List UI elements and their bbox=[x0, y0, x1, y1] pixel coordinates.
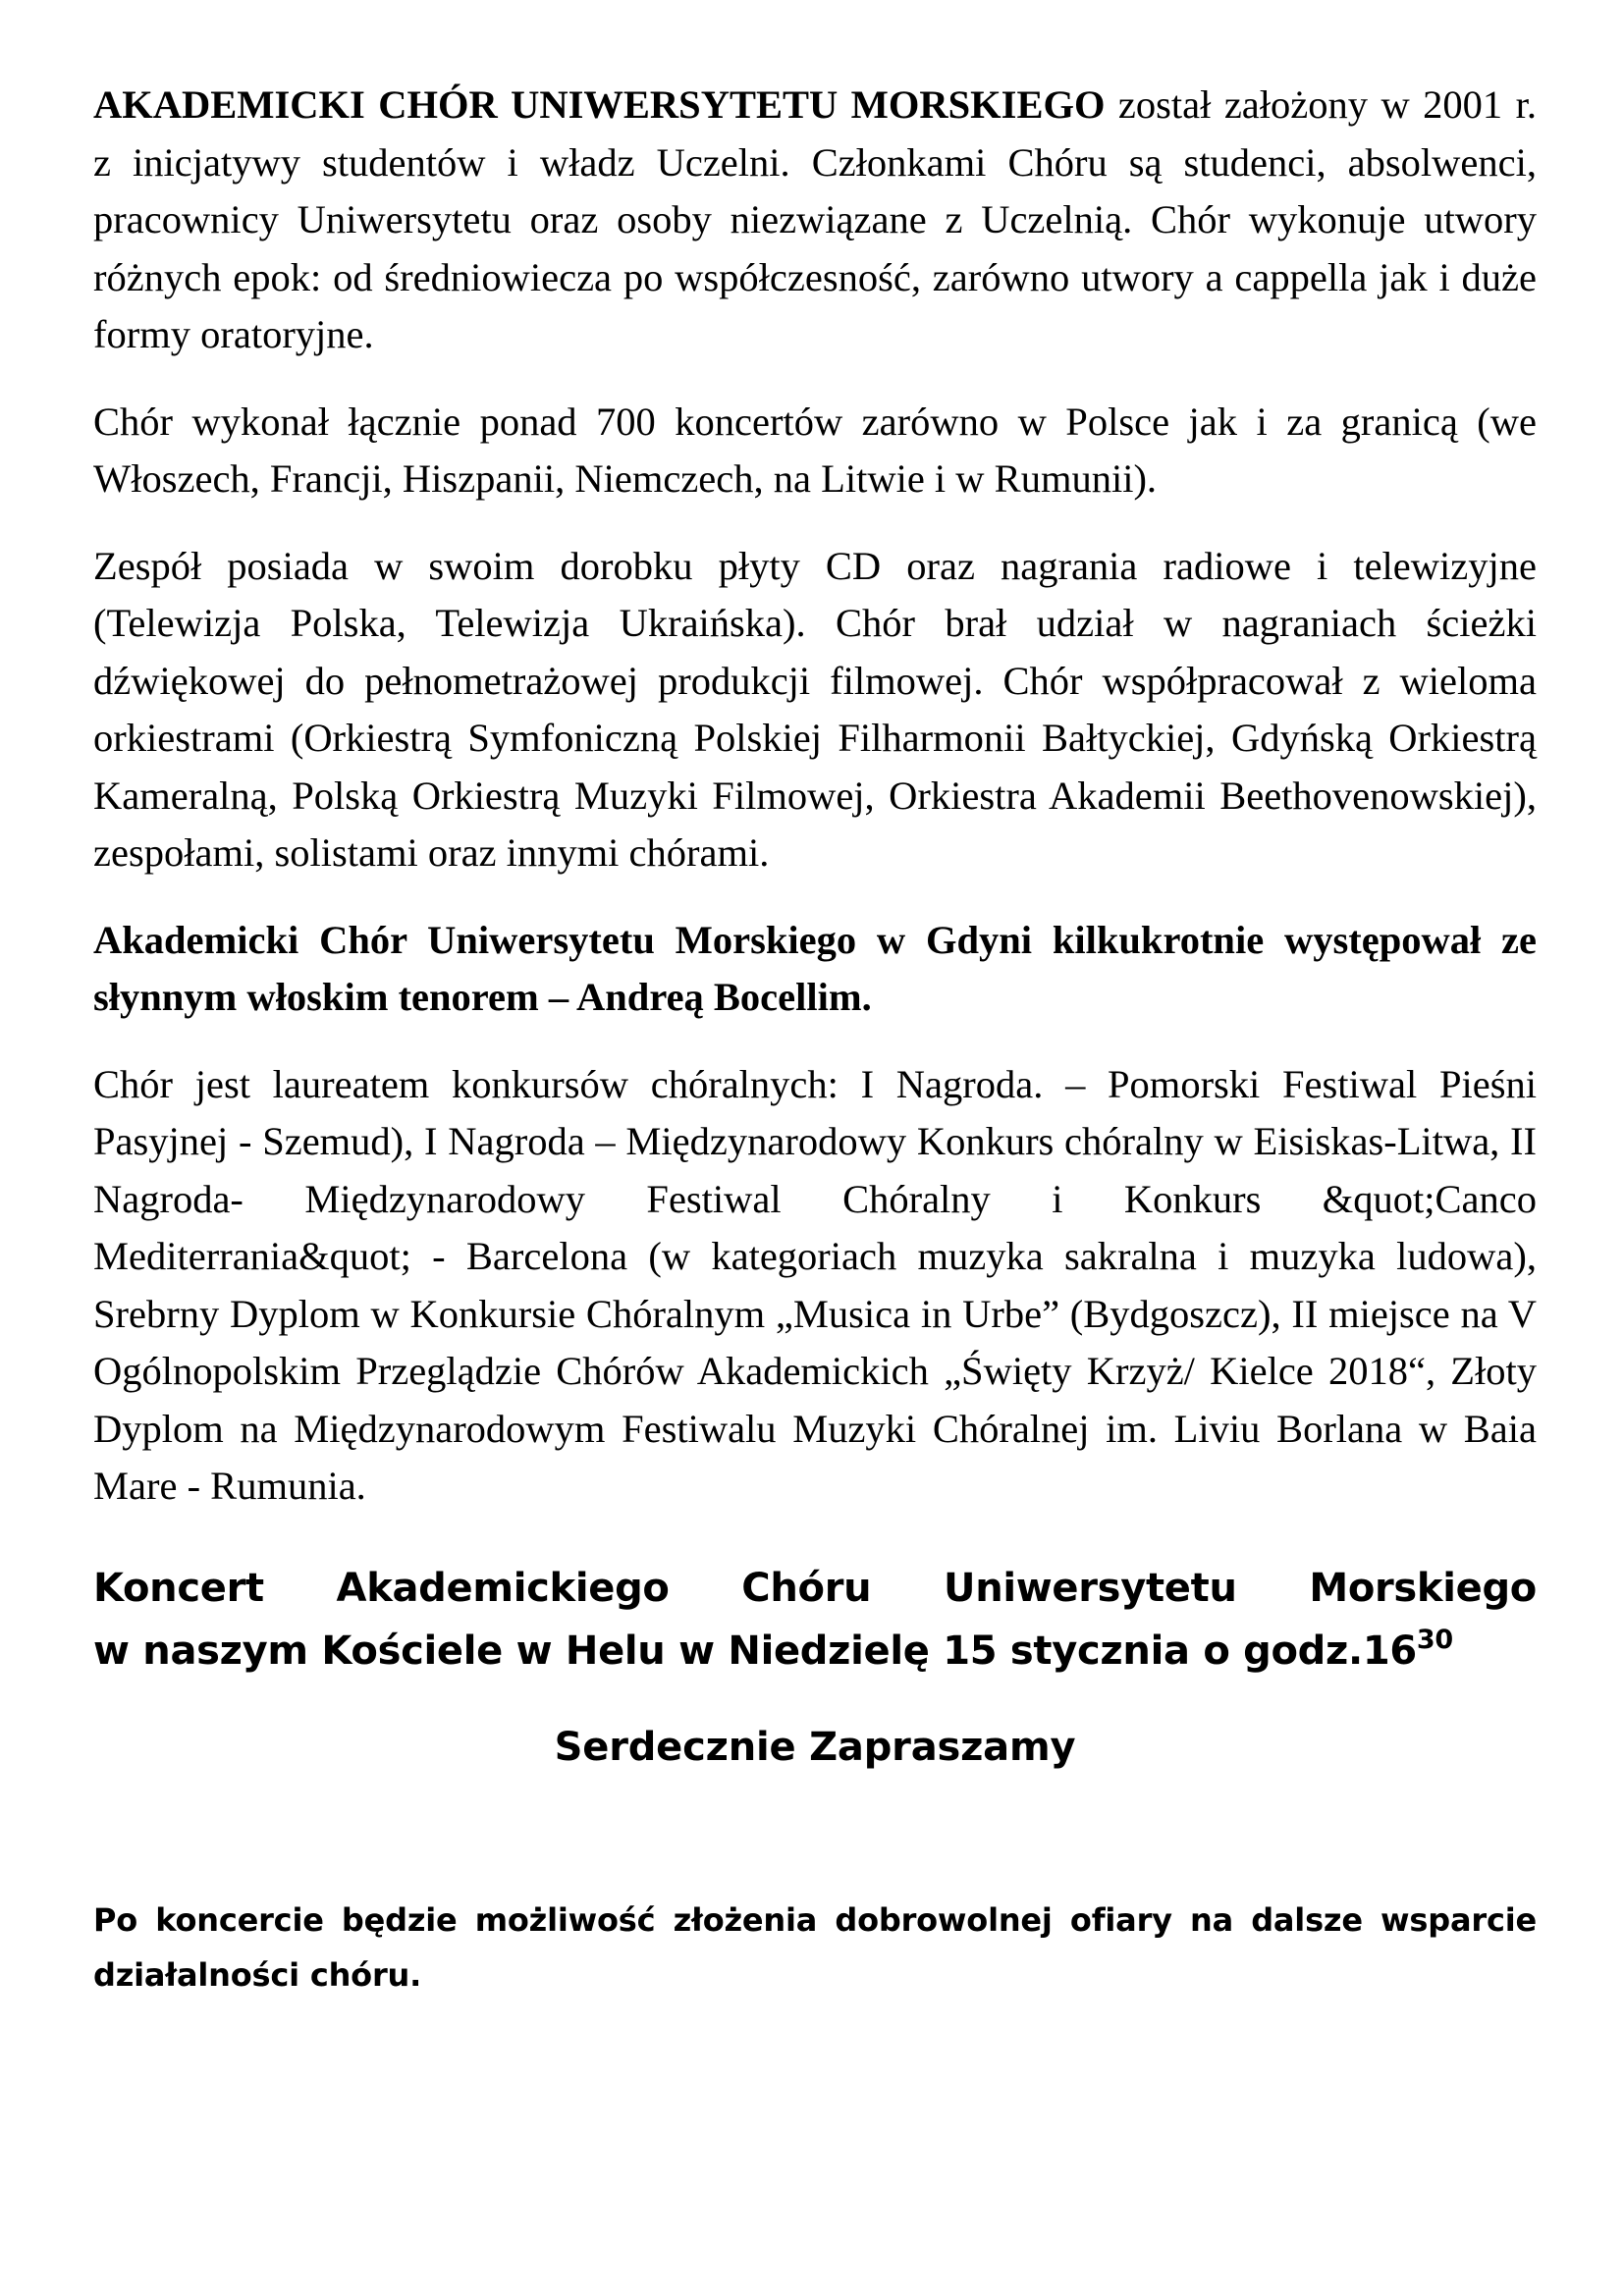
intro-paragraph bbox=[93, 77, 1537, 364]
bocelli-paragraph: Akademicki Chór Uniwersytetu Morskiego w Gdyni kilkukrotnie występował ze słynnym włoskim tenorem – Andreą Bocellim. bbox=[93, 917, 1537, 1019]
intro-text: został założony w 2001 r. z inicjatywy studentów i władz Uczelni. Członkami Chóru są studenci, absolwenci, pracownicy Uniwersytetu oraz osoby niezwiązane z Uczelnią. Chór wykonuje utwory różnych epok: od średniowiecza po współczesność, zarówno utwory a cappella jak i duże formy oratoryjne. bbox=[93, 82, 1537, 356]
invitation-heading: Serdecznie Zapraszamy bbox=[554, 1724, 1076, 1770]
concerts-paragraph: Chór wykonał łącznie ponad 700 koncertów zarówno w Polsce jak i za granicą (we Włoszech, Francji, Hiszpanii, Niemczech, na Litwie i w Rumunii). bbox=[93, 399, 1537, 501]
concert-line-2-text: w naszym Kościele w Helu w Niedzielę 15 stycznia o godz.16 bbox=[93, 1628, 1417, 1674]
choir-name: AKADEMICKI CHÓR UNIWERSYTETU MORSKIEGO bbox=[93, 82, 1106, 127]
concert-announcement bbox=[93, 1557, 1537, 1682]
document-body bbox=[93, 77, 1537, 2002]
closing-note: Po koncercie będzie możliwość złożenia dobrowolnej ofiary na dalsze wsparcie działalności chóru. bbox=[93, 1900, 1537, 1994]
awards-paragraph: Chór jest laureatem konkursów chóralnych: I Nagroda. – Pomorski Festiwal Pieśni Pasyjnej - Szemud), I Nagroda – Międzynarodowy Konkurs chóralny w Eisiskas-Litwa, II Nagroda- Międzynarodowy Festiwal Chóralny i Konkurs &quot;Canco Mediterrania&quot; - Barcelona (w kategoriach muzyka sakralna i muzyka ludowa), Srebrny Dyplom w Konkursie Chóralnym „Musica in Urbe” (Bydgoszcz), II miejsce na V Ogólnopolskim Przeglądzie Chórów Akademickich „Święty Krzyż/ Kielce 2018“, Złoty Dyplom na Międzynarodowym Festiwalu Muzyki Chóralnej im. Liviu Borlana w Baia Mare - Rumunia. bbox=[93, 1061, 1537, 1508]
concert-line-1: Koncert Akademickiego Chóru Uniwersytetu Morskiego bbox=[93, 1565, 1537, 1611]
recordings-paragraph: Zespół posiada w swoim dorobku płyty CD oraz nagrania radiowe i telewizyjne (Telewizja Polska, Telewizja Ukraińska). Chór brał udział w nagraniach ścieżki dźwiękowej do pełnometrażowej produkcji filmowej. Chór współpracował z wieloma orkiestrami (Orkiestrą Symfoniczną Polskiej Filharmonii Bałtyckiej, Gdyńską Orkiestrą Kameralną, Polską Orkiestrą Muzyki Filmowej, Orkiestra Akademii Beethovenowskiej), zespołami, solistami oraz innymi chórami. bbox=[93, 543, 1537, 875]
concert-time-minutes: 30 bbox=[1416, 1624, 1453, 1655]
concert-line-2 bbox=[93, 1620, 1537, 1682]
